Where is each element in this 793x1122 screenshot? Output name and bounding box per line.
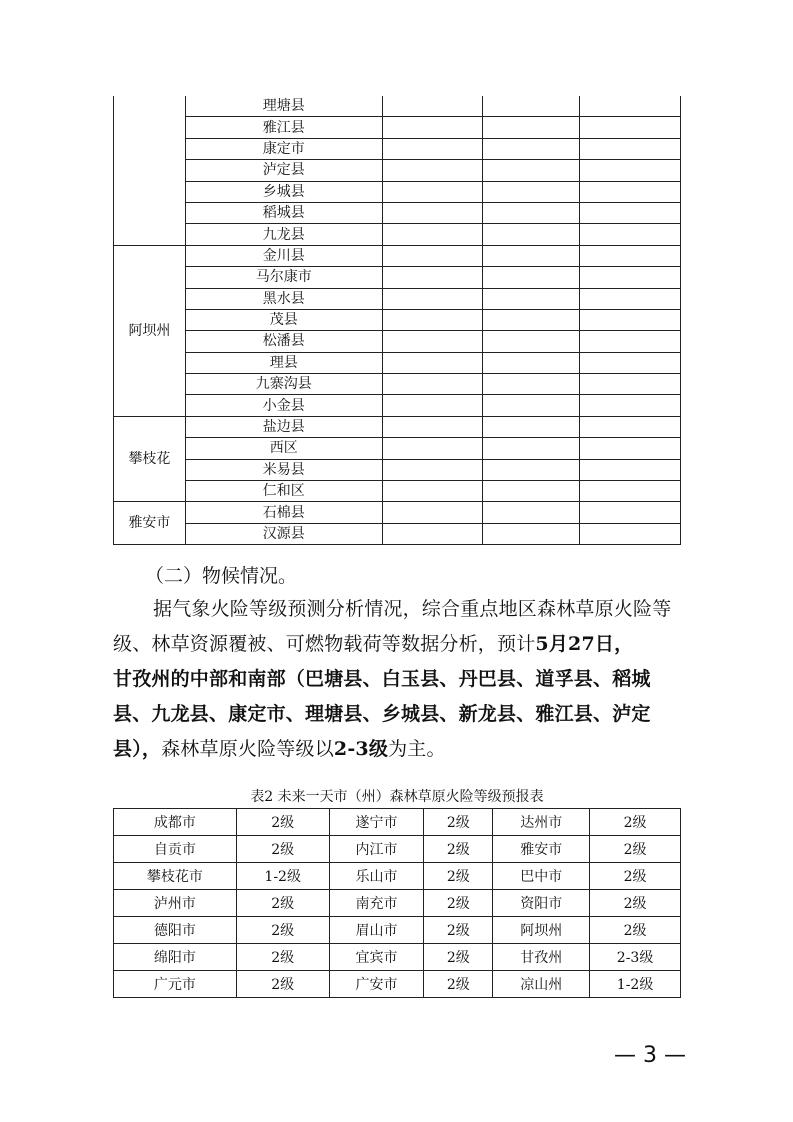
forecast-row	[114, 890, 681, 917]
county-row	[114, 481, 681, 502]
empty-cell	[382, 352, 483, 373]
fire-level-cell: 2级	[236, 944, 329, 971]
city-name-cell: 成都市	[114, 809, 237, 836]
empty-cell	[382, 202, 483, 223]
fire-level-cell: 2级	[236, 890, 329, 917]
city-name-cell: 宜宾市	[329, 944, 424, 971]
empty-cell	[580, 374, 681, 395]
fire-level-cell: 2级	[424, 890, 493, 917]
paragraph-text-tail: 森林草原火险等级以	[161, 738, 334, 760]
empty-cell	[382, 395, 483, 416]
county-cell: 理塘县	[185, 96, 382, 117]
fire-level-cell: 2级	[590, 890, 681, 917]
city-name-cell: 南充市	[329, 890, 424, 917]
county-cell: 小金县	[185, 395, 382, 416]
city-name-cell: 雅安市	[493, 836, 590, 863]
county-row	[114, 438, 681, 459]
empty-cell	[382, 181, 483, 202]
empty-cell	[382, 288, 483, 309]
county-cell: 黑水县	[185, 288, 382, 309]
city-name-cell: 眉山市	[329, 917, 424, 944]
county-row	[114, 181, 681, 202]
county-cell: 盐边县	[185, 416, 382, 437]
empty-cell	[483, 481, 580, 502]
region-cell: 攀枝花	[114, 416, 186, 502]
empty-cell	[580, 202, 681, 223]
forecast-row	[114, 809, 681, 836]
county-row	[114, 374, 681, 395]
fire-level-cell: 2级	[236, 836, 329, 863]
empty-cell	[382, 117, 483, 138]
county-row	[114, 502, 681, 523]
empty-cell	[483, 523, 580, 544]
empty-cell	[483, 160, 580, 181]
city-name-cell: 阿坝州	[493, 917, 590, 944]
county-row	[114, 459, 681, 480]
county-fire-table	[113, 96, 681, 545]
county-row	[114, 202, 681, 223]
empty-cell	[483, 416, 580, 437]
county-cell: 康定市	[185, 138, 382, 159]
county-row	[114, 96, 681, 117]
forecast-row	[114, 971, 681, 998]
empty-cell	[483, 245, 580, 266]
empty-cell	[382, 309, 483, 330]
empty-cell	[483, 374, 580, 395]
county-cell: 米易县	[185, 459, 382, 480]
county-cell: 稻城县	[185, 202, 382, 223]
empty-cell	[382, 224, 483, 245]
county-cell: 九寨沟县	[185, 374, 382, 395]
empty-cell	[580, 117, 681, 138]
empty-cell	[382, 416, 483, 437]
empty-cell	[580, 288, 681, 309]
empty-cell	[580, 245, 681, 266]
fire-level-cell: 2级	[236, 809, 329, 836]
fire-level-cell: 2级	[424, 836, 493, 863]
county-cell: 西区	[185, 438, 382, 459]
paragraph-text: 据气象火险等级预测分析情况，综合重点地区森林草原火险等级、林草资源覆被、可燃物载荷等数据分析，预计	[113, 598, 672, 655]
region-cell: 雅安市	[114, 502, 186, 545]
county-cell: 雅江县	[185, 117, 382, 138]
city-name-cell: 绵阳市	[114, 944, 237, 971]
empty-cell	[483, 395, 580, 416]
empty-cell	[580, 224, 681, 245]
empty-cell	[580, 267, 681, 288]
empty-cell	[382, 459, 483, 480]
city-name-cell: 自贡市	[114, 836, 237, 863]
phenology-paragraph	[113, 592, 683, 767]
empty-cell	[580, 438, 681, 459]
empty-cell	[580, 395, 681, 416]
county-row	[114, 331, 681, 352]
empty-cell	[483, 459, 580, 480]
empty-cell	[580, 352, 681, 373]
county-cell: 松潘县	[185, 331, 382, 352]
empty-cell	[382, 331, 483, 352]
county-cell: 九龙县	[185, 224, 382, 245]
county-row	[114, 416, 681, 437]
page-number: — 3 —	[614, 1043, 686, 1068]
empty-cell	[483, 224, 580, 245]
county-cell: 泸定县	[185, 160, 382, 181]
city-name-cell: 资阳市	[493, 890, 590, 917]
region-cell: 阿坝州	[114, 245, 186, 416]
forecast-date: 5月27日，	[535, 633, 634, 655]
empty-cell	[580, 481, 681, 502]
empty-cell	[483, 502, 580, 523]
city-fire-forecast-table	[113, 808, 681, 998]
city-name-cell: 广元市	[114, 971, 237, 998]
empty-cell	[580, 181, 681, 202]
forecast-row	[114, 836, 681, 863]
region-cell	[114, 96, 186, 245]
empty-cell	[382, 267, 483, 288]
fire-level-cell: 2级	[424, 944, 493, 971]
empty-cell	[483, 438, 580, 459]
county-row	[114, 288, 681, 309]
fire-level-cell: 2级	[590, 917, 681, 944]
fire-level-cell: 2级	[590, 836, 681, 863]
county-row	[114, 160, 681, 181]
city-name-cell: 巴中市	[493, 863, 590, 890]
empty-cell	[483, 331, 580, 352]
fire-level: 2-3级	[333, 738, 389, 760]
empty-cell	[580, 160, 681, 181]
fire-level-cell: 2级	[424, 809, 493, 836]
fire-level-cell: 2级	[236, 917, 329, 944]
fire-level-cell: 2级	[590, 863, 681, 890]
empty-cell	[580, 459, 681, 480]
city-name-cell: 达州市	[493, 809, 590, 836]
county-cell: 理县	[185, 352, 382, 373]
empty-cell	[382, 438, 483, 459]
empty-cell	[580, 502, 681, 523]
county-row	[114, 224, 681, 245]
city-name-cell: 内江市	[329, 836, 424, 863]
city-name-cell: 泸州市	[114, 890, 237, 917]
county-row	[114, 117, 681, 138]
empty-cell	[580, 523, 681, 544]
county-cell: 乡城县	[185, 181, 382, 202]
forecast-row	[114, 863, 681, 890]
paragraph-end: 为主。	[388, 738, 446, 760]
empty-cell	[382, 160, 483, 181]
city-name-cell: 德阳市	[114, 917, 237, 944]
section-heading: （二）物候情况。	[145, 565, 298, 587]
county-cell: 茂县	[185, 309, 382, 330]
city-name-cell: 乐山市	[329, 863, 424, 890]
empty-cell	[483, 117, 580, 138]
fire-level-cell: 2级	[236, 971, 329, 998]
empty-cell	[382, 502, 483, 523]
county-row	[114, 309, 681, 330]
county-row	[114, 395, 681, 416]
empty-cell	[483, 202, 580, 223]
county-cell: 金川县	[185, 245, 382, 266]
fire-level-cell: 2级	[424, 917, 493, 944]
empty-cell	[382, 481, 483, 502]
forecast-row	[114, 944, 681, 971]
empty-cell	[580, 96, 681, 117]
empty-cell	[580, 416, 681, 437]
empty-cell	[483, 138, 580, 159]
empty-cell	[483, 96, 580, 117]
county-cell: 汉源县	[185, 523, 382, 544]
fire-level-cell: 1-2级	[236, 863, 329, 890]
city-name-cell: 攀枝花市	[114, 863, 237, 890]
fire-level-cell: 2-3级	[590, 944, 681, 971]
county-cell: 仁和区	[185, 481, 382, 502]
county-cell: 石棉县	[185, 502, 382, 523]
table-caption: 表2 未来一天市（州）森林草原火险等级预报表	[250, 789, 544, 805]
county-row	[114, 267, 681, 288]
fire-level-cell: 2级	[590, 809, 681, 836]
fire-level-cell: 2级	[424, 863, 493, 890]
county-row	[114, 352, 681, 373]
empty-cell	[483, 352, 580, 373]
forecast-row	[114, 917, 681, 944]
city-name-cell: 甘孜州	[493, 944, 590, 971]
city-name-cell: 遂宁市	[329, 809, 424, 836]
empty-cell	[382, 96, 483, 117]
empty-cell	[483, 267, 580, 288]
fire-level-cell: 2级	[424, 971, 493, 998]
city-name-cell: 凉山州	[493, 971, 590, 998]
empty-cell	[483, 181, 580, 202]
county-row	[114, 245, 681, 266]
empty-cell	[382, 245, 483, 266]
empty-cell	[483, 309, 580, 330]
empty-cell	[382, 374, 483, 395]
city-name-cell: 广安市	[329, 971, 424, 998]
empty-cell	[382, 523, 483, 544]
empty-cell	[580, 138, 681, 159]
empty-cell	[483, 288, 580, 309]
empty-cell	[580, 331, 681, 352]
empty-cell	[580, 309, 681, 330]
fire-level-cell: 1-2级	[590, 971, 681, 998]
county-row	[114, 138, 681, 159]
county-row	[114, 523, 681, 544]
county-cell: 马尔康市	[185, 267, 382, 288]
forecast-area: 甘孜州的中部和南部（巴塘县、白玉县、丹巴县、道孚县、稻城县、九龙县、康定市、理塘县、乡城县、新龙县、雅江县、泸定县），	[113, 668, 651, 760]
empty-cell	[382, 138, 483, 159]
